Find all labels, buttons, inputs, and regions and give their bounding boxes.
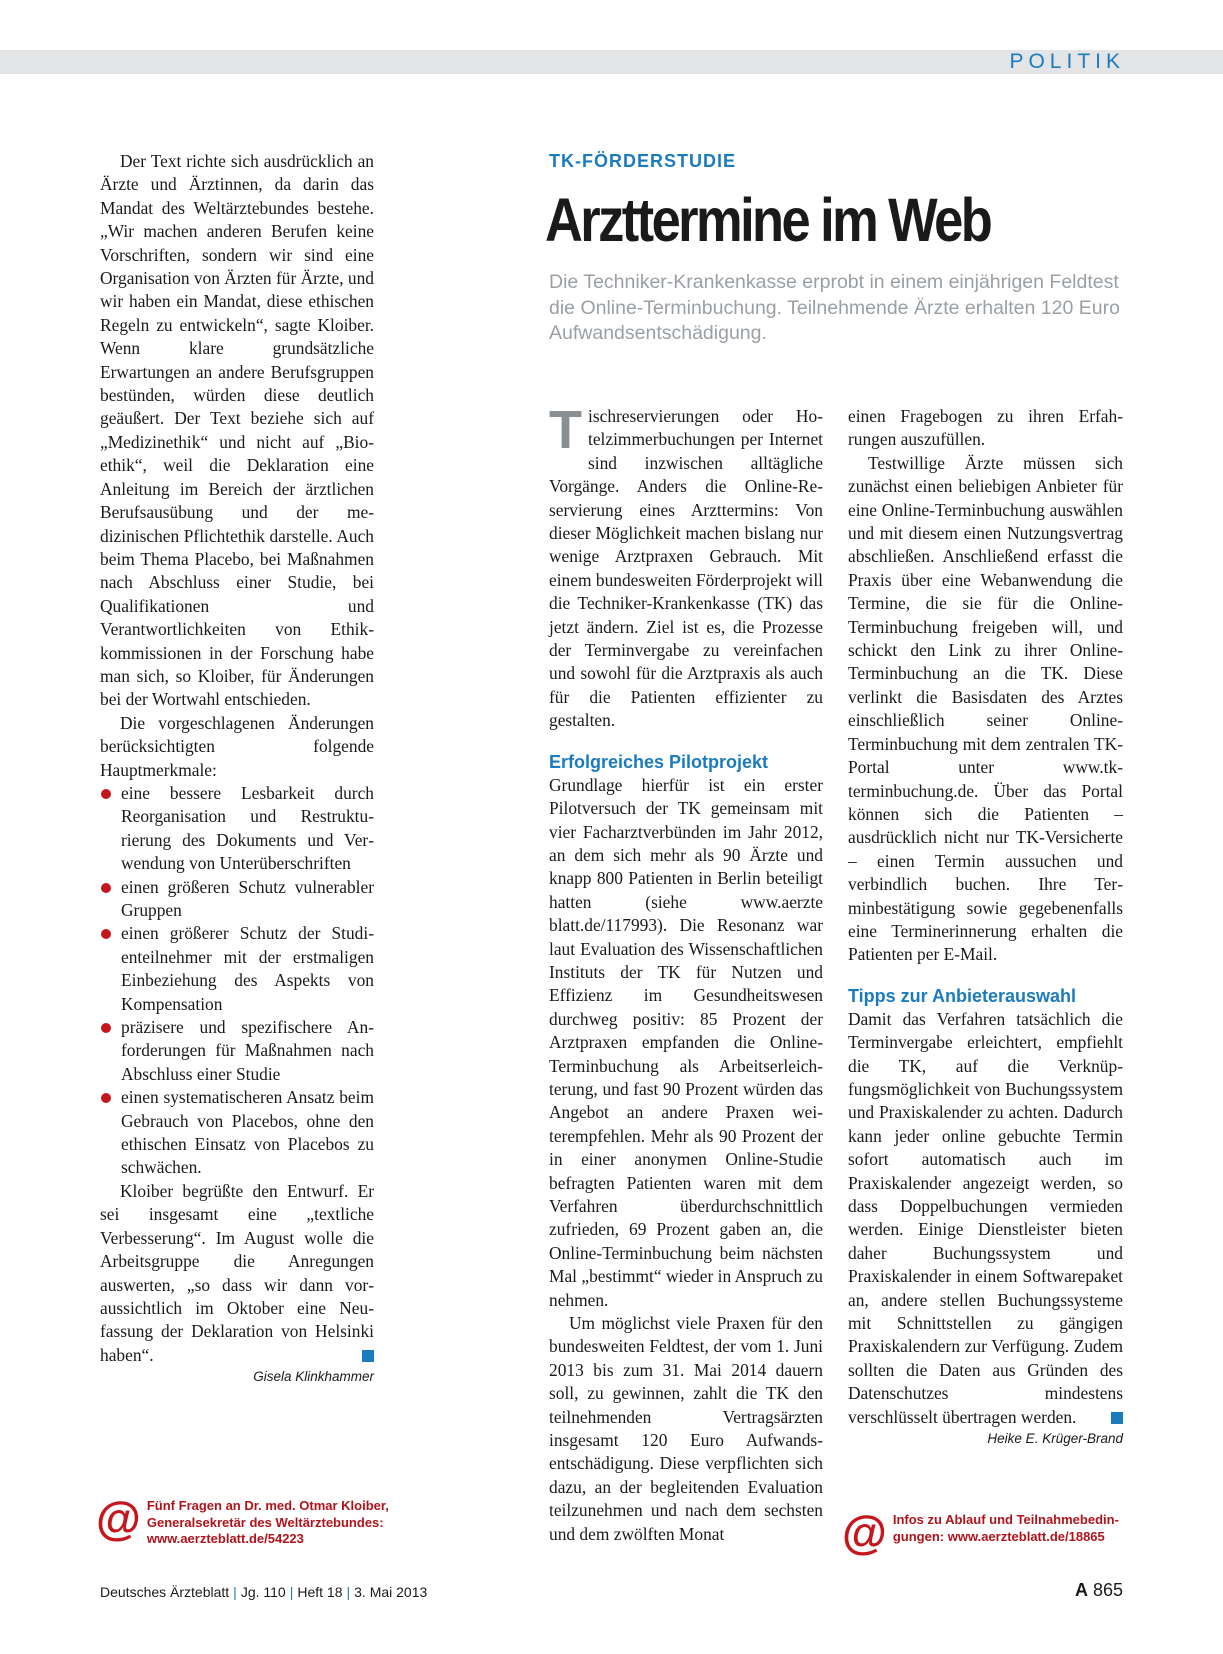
- article-title: Arzttermine im Web: [545, 186, 991, 254]
- paragraph: Die vorgeschlagenen Änderungen berücksichtigten folgende Hauptmerkmale:: [100, 712, 374, 780]
- paragraph-text: Damit das Verfahren tatsächlich die Terminvergabe erleichtert, empfiehlt die TK, auf die Verknüpfungsmöglichkeit von Buchungssystem und Praxiskalender zu achten. Dadurch kann jeder online gebuchte Termin sofort automatisch auch im Praxiskalender angezeigt werden, so dass Doppelbuchungen vermieden werden. Einige Dienstleister bieten daher Buchungssystem und Praxiskalender in einem Softwarepaket an, andere stellen Buchungssysteme mit Schnittstellen zu gängigen Praxiskalendern zur Verfügung. Zudem sollten die Daten aus Gründen des Datenschutzes mindestens verschlüsselt übertragen werden.: [848, 1008, 1123, 1427]
- at-sign-icon: @: [96, 1492, 141, 1544]
- page-number-value: 865: [1092, 1580, 1123, 1600]
- page-prefix: A: [1074, 1580, 1088, 1600]
- info-link-box[interactable]: [96, 1492, 396, 1548]
- page-number: [1075, 1580, 1123, 1601]
- issue: Heft 18: [297, 1584, 343, 1600]
- bullet-item: einen größeren Schutz vulnerabler Gruppen: [100, 876, 374, 923]
- article-column-right: [848, 405, 1123, 1449]
- subheading: Tipps zur Anbieterauswahl: [848, 985, 1077, 1006]
- end-mark-icon: [362, 1350, 374, 1362]
- article-kicker: TK-FÖRDERSTUDIE: [549, 151, 736, 171]
- separator: |: [233, 1584, 237, 1600]
- issue-date: 3. Mai 2013: [354, 1584, 428, 1600]
- author-byline: Gisela Klinkhammer: [253, 1369, 374, 1385]
- paragraph: Der Text richte sich ausdrücklich an Ärzte und Ärztinnen, da darin das Mandat des Weltärztebundes bestehe. „Wir machen anderen Berufen keine Vorschriften, sondern wir sind eine Organisation von Ärzten für Ärzte, und wir haben ein Mandat, diese ethischen Regeln zu entwickeln“, sagte Kloiber. Wenn klare grundsätzliche Erwartungen an andere Berufsgruppen bestünden, würden diese deutlich geäußert. Der Text beziehe sich auf „Medizinethik“ und nicht auf „Bioethik“, weil die Deklaration eine Anleitung im Bereich der ärztlichen Berufsausübung und der medizinischen Pflichtethik darstelle. Auch beim Thema Placebo, bei Maßnahmen nach Abschluss einer Studie, bei Qualifikationen und Verantwortlichkeiten von Ethikkommissionen in der Forschung habe man sich, so Kloiber, für Änderungen bei der Wortwahl entschieden.: [100, 151, 374, 710]
- paragraph-text: Kloiber begrüßte den Entwurf. Er sei insgesamt eine „textliche Verbesserung“. Im August wolle die Arbeitsgruppe die Anregungen auswerten, „so dass wir dann voraussichtlich im Oktober eine Neufassung der Deklaration von Helsinki haben“.: [100, 1180, 374, 1365]
- subheading: Erfolgreiches Pilotprojekt: [549, 751, 769, 772]
- bullet-list: [100, 782, 374, 1180]
- footer-citation: [100, 1584, 427, 1600]
- paragraph: Grundlage hierfür ist ein erster Pilotversuch der TK gemeinsam mit vier Facharztverbünden im Jahr 2012, an dem sich mehr als 90 Ärzte und knapp 800 Patienten in Berlin beteiligt hatten (siehe www.aerzte blatt.de/117993). Die Resonanz war laut Evaluation des Wissenschaftlichen Instituts der TK für Nutzen und Effizienz im Gesundheitswesen durchweg positiv: 85 Prozent der Arztpraxen empfanden die Online-Terminbuchung als Arbeitserleichterung, und fast 90 Prozent würden das Angebot an andere Praxen weiterempfehlen. Mehr als 90 Prozent der in einer anonymen Online-Studie befragten Patienten waren mit dem Verfahren überdurchschnittlich zufrieden, 69 Prozent gaben an, die Online-Terminbuchung beim nächsten Mal „bestimmt“ wieder in Anspruch zu nehmen.: [549, 774, 823, 1310]
- paragraph: [100, 1180, 374, 1367]
- paragraph: [848, 1008, 1123, 1429]
- info-link-box[interactable]: [842, 1506, 1142, 1558]
- bullet-item: eine bessere Lesbarkeit durch Reorganisation und Restrukturierung des Dokuments und Verwendung von Unterüberschriften: [100, 782, 374, 876]
- drop-cap: T: [549, 400, 582, 460]
- bullet-item: einen größerer Schutz der Studienteilnehmer mit der erstmaligen Einbeziehung des Aspekts von Kompensation: [100, 922, 374, 1016]
- paragraph: einen Fragebogen zu ihren Erfahrungen auszufüllen.: [848, 406, 1123, 450]
- paragraph: Um möglichst viele Praxen für den bundesweiten Feldtest, der vom 1. Juni 2013 bis zum 31. Mai 2014 dauern soll, zu gewinnen, zahlt die TK den teilnehmenden Vertragsärzten insgesamt 120 Euro Aufwandsentschädigung. Diese verpflichten sich dazu, an der begleitenden Evaluation teilzunehmen und nach dem sechsten und dem zwölften Monat: [549, 1313, 823, 1544]
- section-label: POLITIK: [1009, 50, 1125, 73]
- bullet-item: präzisere und spezifischere Anforderungen für Maßnahmen nach Abschluss einer Studie: [100, 1016, 374, 1086]
- separator: |: [289, 1584, 294, 1600]
- bullet-item: einen systematischeren Ansatz beim Gebrauch von Placebos, ohne den ethischen Einsatz von Placebos zu schwächen.: [100, 1086, 374, 1180]
- end-mark-icon: [1111, 1412, 1123, 1424]
- info-link-text[interactable]: Fünf Fragen an Dr. med. Otmar Kloiber, Generalsekretär des Weltärztebundes: www.aerzteblatt.de/54223: [146, 1498, 389, 1546]
- paragraph: Testwillige Ärzte müssen sich zunächst einen beliebigen Anbieter für eine Online-Terminbuchung auswählen und mit diesem einen Nutzungsvertrag abschließen. Anschließend erfasst die Praxis über eine Webanwendung die Termine, die sie für die Online-Terminbuchung freigeben will, und schickt den Link zu ihrer Online-Terminbuchung an die TK. Diese verlinkt die Basisdaten des Arztes einschließlich seiner Online-Terminbuchung mit dem zentralen TK-Portal unter www.tk-terminbuchung.de. Über das Portal können sich die Patienten – ausdrücklich nicht nur TK-Versicherte – einen Termin aussuchen und verbindlich buchen. Ihre Terminbestätigung sowie gegebenenfalls eine Terminerinnerung erhalten die Patienten per E-Mail.: [848, 452, 1123, 965]
- paragraph-text: ischreservierungen oder Hotelzimmerbuchungen per Internet sind inzwischen alltägliche Vorgänge. Anders die Online-Reservierung eines Arzttermins: Von dieser Möglichkeit machen bislang nur wenige Arztpraxen Gebrauch. Mit einem bundesweiten Förderprojekt will die Techniker-Krankenkasse (TK) das jetzt ändern. Ziel ist es, die Prozesse der Terminvergabe zu vereinfachen und sowohl für die Arztpraxis als auch für die Patienten effizienter zu gestalten.: [549, 406, 823, 731]
- volume: Jg. 110: [240, 1584, 286, 1600]
- info-link-text[interactable]: Infos zu Ablauf und Teilnahmebedingungen: www.aerzteblatt.de/18865: [892, 1512, 1119, 1544]
- left-column: [100, 150, 374, 1387]
- journal-name: Deutsches Ärzteblatt: [100, 1584, 230, 1600]
- at-sign-icon: @: [842, 1506, 887, 1558]
- article-column-middle: [549, 400, 823, 1546]
- separator: |: [346, 1584, 351, 1600]
- paragraph: [549, 400, 823, 733]
- article-lead: Die Techniker-Krankenkasse erprobt in einem einjährigen Feldtest die Online-Terminbuchung. Teilnehmende Ärzte erhalten 120 Euro Aufwandsentschädigung.: [549, 271, 1120, 344]
- author-byline: Heike E. Krüger-Brand: [987, 1431, 1123, 1447]
